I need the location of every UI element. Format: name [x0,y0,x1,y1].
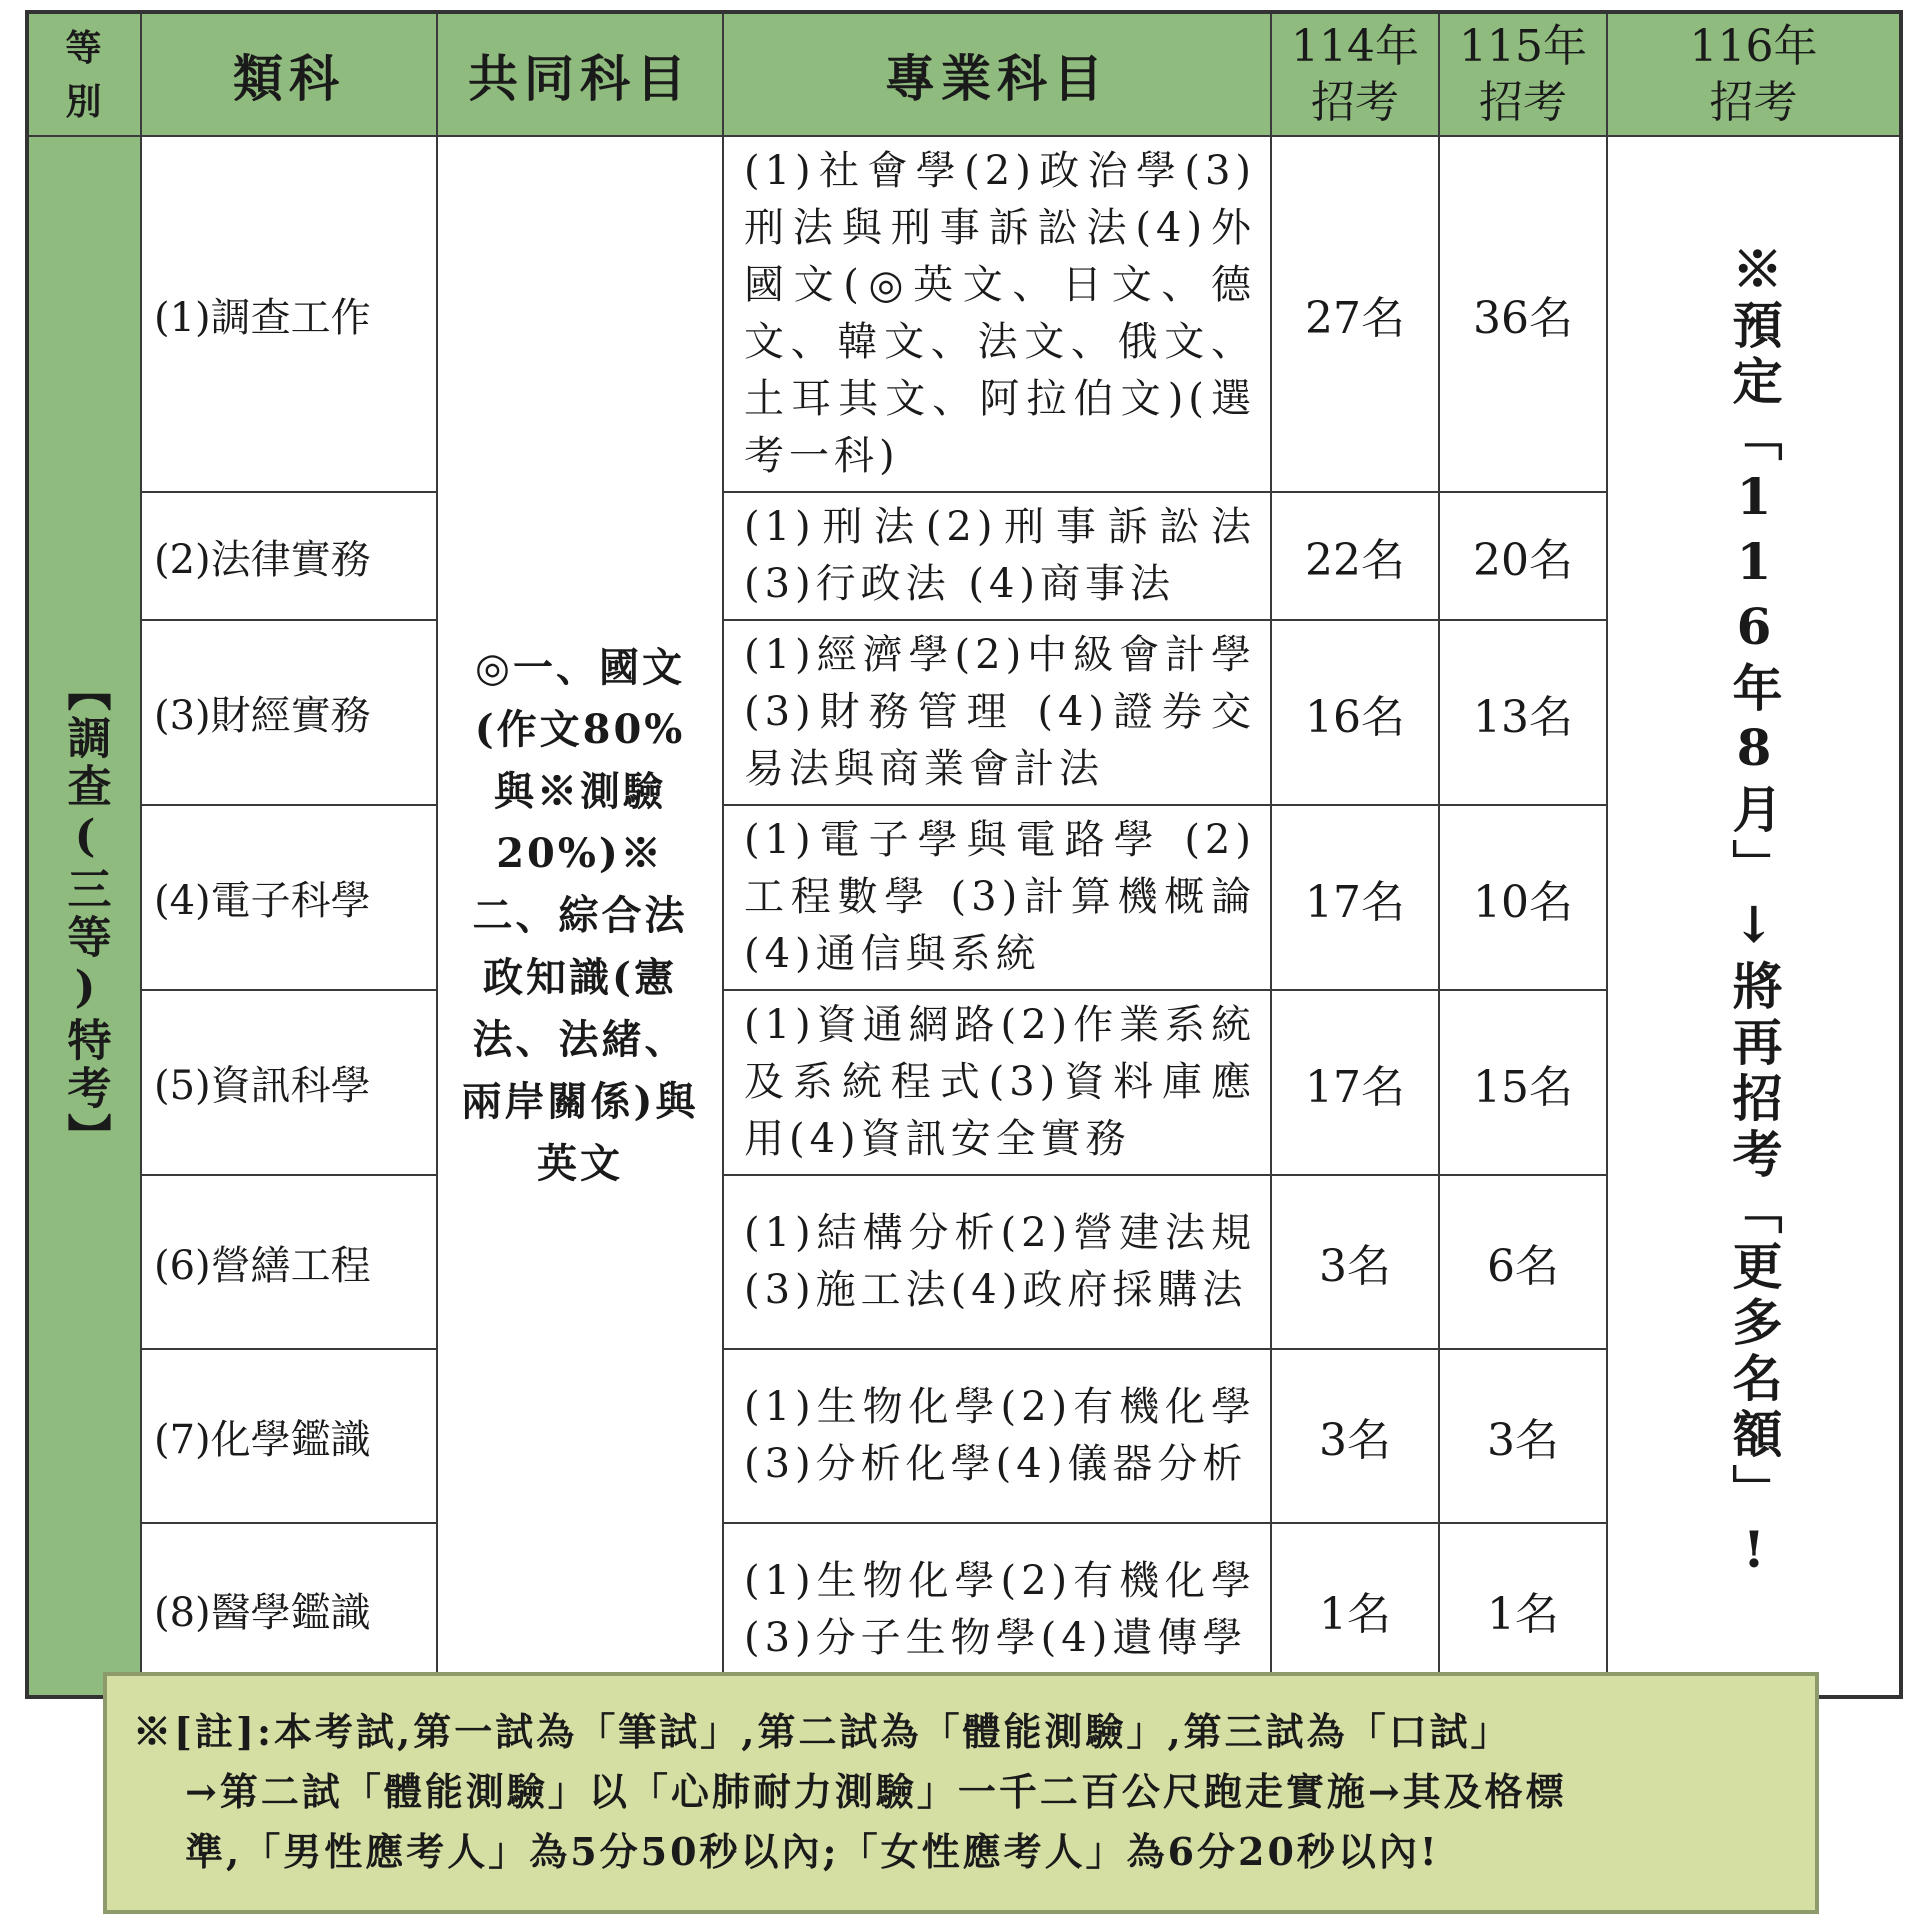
quota-115-cell: 36名 [1439,136,1607,492]
header-level: 等 別 [27,12,141,136]
header-116: 116年 招考 [1607,12,1901,136]
exam-level-label: 【調查(三等)特考】 [59,667,111,1161]
subjects-cell: (1)刑法(2)刑事訴訟法(3)行政法 (4)商事法 [723,492,1271,620]
note-line-2: →第二試「體能測驗」以「心肺耐力測驗」一千二百公尺跑走實施→其及格標 [185,1769,1567,1814]
quota-114-cell: 1名 [1271,1523,1439,1697]
quota-115-cell: 20名 [1439,492,1607,620]
quota-114-cell: 3名 [1271,1175,1439,1349]
note-line-3: 準,「男性應考人」為5分50秒以內;「女性應考人」為6分20秒以內! [185,1829,1440,1874]
quota-115-cell: 6名 [1439,1175,1607,1349]
category-cell: (5)資訊科學 [141,990,437,1175]
category-cell: (8)醫學鑑識 [141,1523,437,1697]
header-row [27,12,1901,136]
quota-115-cell: 3名 [1439,1349,1607,1523]
category-cell: (1)調查工作 [141,136,437,492]
quota-114-cell: 27名 [1271,136,1439,492]
subjects-cell: (1)電子學與電路學 (2)工程數學 (3)計算機概論 (4)通信與系統 [723,805,1271,990]
subjects-cell: (1)資通網路(2)作業系統及系統程式(3)資料庫應用(4)資訊安全實務 [723,990,1271,1175]
category-cell: (4)電子科學 [141,805,437,990]
subjects-cell: (1)生物化學(2)有機化學(3)分析化學(4)儀器分析 [723,1349,1271,1523]
category-cell: (2)法律實務 [141,492,437,620]
exam-quota-table [25,10,1903,1699]
category-cell: (3)財經實務 [141,620,437,805]
quota-115-cell: 15名 [1439,990,1607,1175]
quota-115-cell: 1名 [1439,1523,1607,1697]
header-common-subjects: 共同科目 [437,12,723,136]
subjects-cell: (1)結構分析(2)營建法規(3)施工法(4)政府採購法 [723,1175,1271,1349]
quota-114-cell: 16名 [1271,620,1439,805]
category-cell: (7)化學鑑識 [141,1349,437,1523]
quota-115-cell: 10名 [1439,805,1607,990]
table-row [27,136,1901,492]
header-category: 類科 [141,12,437,136]
quota-114-cell: 17名 [1271,805,1439,990]
quota-114-cell: 3名 [1271,1349,1439,1523]
future-recruit-cell [1607,136,1901,1697]
subjects-cell: (1)社會學(2)政治學(3)刑法與刑事訴訟法(4)外國文(◎英文、日文、德文、韓文、法文、俄文、土耳其文、阿拉伯文)(選考一科) [723,136,1271,492]
quota-114-cell: 17名 [1271,990,1439,1175]
subjects-cell: (1)生物化學(2)有機化學(3)分子生物學(4)遺傳學 [723,1523,1271,1697]
exam-note-box [103,1672,1819,1914]
category-cell: (6)營繕工程 [141,1175,437,1349]
common-subjects-cell: ◎一、國文(作文80%與※測驗20%)※二、綜合法政知識(憲法、法緒、兩岸關係)與英文 [437,136,723,1697]
note-line-1: ※[註]:本考試,第一試為「筆試」,第二試為「體能測驗」,第三試為「口試」 [133,1709,1512,1754]
header-114: 114年 招考 [1271,12,1439,136]
future-recruit-note: ※預定「116年8月」↓將再招考「更多名額」! [1724,243,1784,1585]
header-115: 115年 招考 [1439,12,1607,136]
quota-114-cell: 22名 [1271,492,1439,620]
exam-level-cell [27,136,141,1697]
header-specialized-subjects: 專業科目 [723,12,1271,136]
subjects-cell: (1)經濟學(2)中級會計學 (3)財務管理 (4)證券交易法與商業會計法 [723,620,1271,805]
quota-115-cell: 13名 [1439,620,1607,805]
